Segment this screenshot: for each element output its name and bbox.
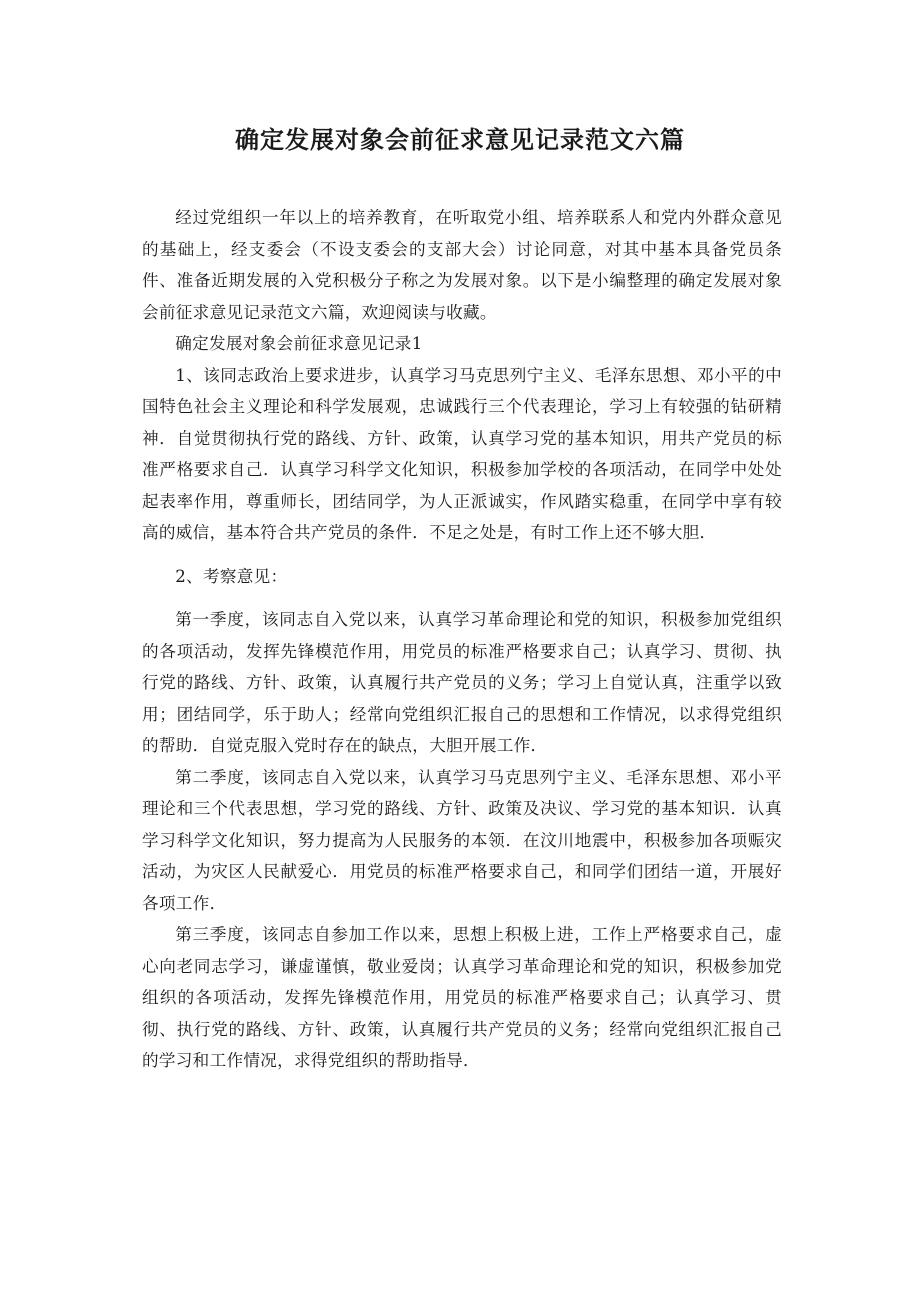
document-title: 确定发展对象会前征求意见记录范文六篇 bbox=[235, 126, 685, 154]
body-paragraph: 1、该同志政治上要求进步，认真学习马克思列宁主义、毛泽东思想、邓小平的中国特色社会主义理论和科学发展观，忠诚践行三个代表理论，学习上有较强的钻研精神．自觉贯彻执行党的路线、方针、政策，认真学习党的基本知识，用共产党员的标准严格要求自己．认真学习科学文化知识，积极参加学校的各项活动，在同学中处处起表率作用，尊重师长，团结同学，为人正派诚实，作风踏实稳重，在同学中享有较高的威信，基本符合共产党员的条件．不足之处是，有时工作上还不够大胆． bbox=[142, 365, 782, 542]
body-paragraph: 第二季度，该同志自入党以来，认真学习马克思列宁主义、毛泽东思想、邓小平理论和三个代表思想，学习党的路线、方针、政策及决议、学习党的基本知识．认真学习科学文化知识，努力提高为人民服务的本领．在汶川地震中，积极参加各项赈灾活动，为灾区人民献爱心．用党员的标准严格要求自己，和同学们团结一道，开展好各项工作． bbox=[142, 767, 782, 913]
intro-paragraph: 经过党组织一年以上的培养教育，在听取党小组、培养联系人和党内外群众意见的基础上，经支委会（不设支委会的支部大会）讨论同意，对其中基本具备党员条件、准备近期发展的入党积极分子称之为发展对象。以下是小编整理的确定发展对象会前征求意见记录范文六篇，欢迎阅读与收藏。 bbox=[142, 208, 782, 322]
body-paragraph: 第一季度，该同志自入党以来，认真学习革命理论和党的知识，积极参加党组织的各项活动，发挥先锋模范作用，用党员的标准严格要求自己；认真学习、贯彻、执行党的路线、方针、政策，认真履行共产党员的义务；学习上自觉认真，注重学以致用；团结同学，乐于助人；经常向党组织汇报自己的思想和工作情况，以求得党组织的帮助．自觉克服入党时存在的缺点，大胆开展工作． bbox=[142, 610, 782, 755]
document-body bbox=[142, 202, 782, 1077]
section-heading: 确定发展对象会前征求意见记录1 bbox=[175, 334, 423, 353]
body-paragraph: 第三季度，该同志自参加工作以来，思想上积极上进，工作上严格要求自己，虚心向老同志学习，谦虚谨慎，敬业爱岗；认真学习革命理论和党的知识，积极参加党组织的各项活动，发挥先锋模范作用，用党员的标准严格要求自己；认真学习、贯彻、执行党的路线、方针、政策，认真履行共产党员的义务；经常向党组织汇报自己的学习和工作情况，求得党组织的帮助指导． bbox=[142, 925, 782, 1070]
body-paragraph: 2、考察意见： bbox=[175, 566, 288, 586]
